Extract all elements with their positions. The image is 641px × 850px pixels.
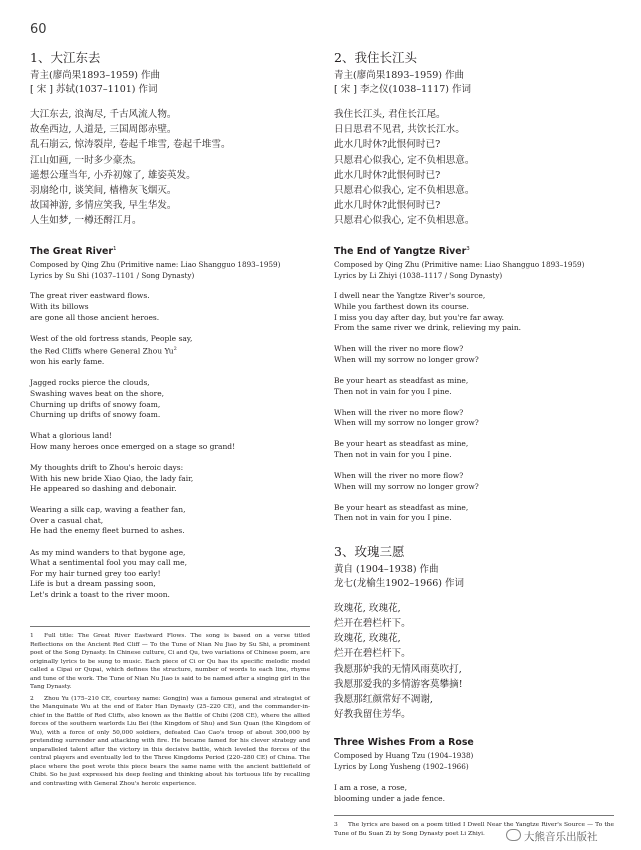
cn-lyric-line: 我愿那红颜常好不凋谢, [334,694,433,706]
stanza [30,431,310,452]
en-lyric-line: As my mind wanders to that bygone age, [30,547,186,557]
stanza [30,463,310,495]
wechat-icon [506,829,521,841]
cn-lyric-line: 此水几时休?此恨何时已? [334,200,441,212]
song3-en-title: Three Wishes From a Rose [334,737,474,749]
en-lyric-line: I am a rose, a rose, [334,783,407,793]
cn-lyric-line: 只愿君心似我心, 定不负相思意。 [334,154,475,166]
en-lyric-line: I miss you day after day, but you're far away. [334,312,505,322]
cn-lyric-line: 遥想公瑾当年, 小乔初嫁了, 雄姿英发。 [30,169,196,181]
en-lyric-line: Let's drink a toast to the river moon. [30,589,170,599]
song2-en-lyrics [334,291,614,524]
en-lyric-line: When will my sorrow no longer grow? [334,354,479,364]
song1-cn-lyrics [30,107,310,229]
en-lyric-line: He appeared so dashing and debonair. [30,484,177,494]
song1-en-lyricist: Lyrics by Su Shi (1037–1101 / Song Dynasty) [30,270,195,280]
cn-lyric-line: 大江东去, 浪淘尽, 千古风流人物。 [30,109,177,120]
cn-lyric-line: 玫瑰花, 玫瑰花, [334,602,401,614]
cn-lyric-line: 江山如画, 一时多少豪杰。 [30,154,142,166]
song2-en-composer: Composed by Qing Zhu (Primitive name: Liao Shangguo 1893–1959) [334,259,585,269]
song2-cn-lyricist: [ 宋 ] 李之仪(1038–1117) 作词 [334,84,472,95]
cn-lyric-line: 我住长江头, 君住长江尾。 [334,109,446,120]
en-lyric-line: What a glorious land! [30,431,113,441]
song3-cn-lyricist: 龙七(龙榆生1902–1966) 作词 [334,577,465,589]
song1-en-title: The Great River$^1$ [30,245,117,257]
footnote: 2 Zhou Yu (175–210 CE, courtesy name: Gongjin) was a famous general and strategist of the Manquinate Wu at the end of Eater Han Dynasty (25–220 CE), and the commander-in-chief in the Battle of Red Cliffs, also known as the Battle of Chibi (208 CE), where the allied forces of the southern warlords Liu Bei (the Kingdom of Shu) and Sun Quan (the Kingdom of Wu), with a force of only 50,000 soldiers, defeated Cao Cao's troop of about 300,000 by pretending surrender and attacking with fire. He became famed for his clever strategy and unparalleled talent after the victory in this decisive battle, which leveled the forces of the central players and eventually led to the Three Kingdoms Period (220–280 CE) of China. The place where the poet wrote this piece bears the same name with the ancient battlefield of Chibi. So he just expressed his deep feeling and thinking about his tortuous life by recalling and contrasting with General Zhou's heroic experience. [30,695,310,787]
song2-cn-lyrics [334,107,614,229]
en-lyric-line: Be your heart as steadfast as mine, [334,375,469,385]
en-lyric-line: Then not in vain for you I pine. [334,513,452,523]
cn-lyric-line: 玫瑰花, 玫瑰花, [334,633,401,645]
song1-en-composer: Composed by Qing Zhu (Primitive name: Liao Shangguo 1893–1959) [30,259,281,269]
en-lyric-line: With its billows [30,301,89,311]
en-lyric-line: Churning up drifts of snowy foam, [30,399,161,409]
en-lyric-line: Churning up drifts of snowy foam. [30,410,161,420]
song3-en-lyrics [334,783,614,804]
en-lyric-line: West of the old fortress stands, People say, [30,333,193,343]
page-number: 60 [30,22,47,37]
en-lyric-line: won his early fame. [30,357,105,367]
publisher-watermark: 大熊音乐出版社 [506,829,598,844]
cn-lyric-line: 我愿那妒我的无情风雨莫吹打, [334,663,462,675]
en-lyric-line: Then not in vain for you I pine. [334,386,452,396]
footnotes-left [30,626,310,791]
en-lyric-line: What a sentimental fool you may call me, [30,558,187,568]
song3-section [334,544,614,804]
en-lyric-line: From the same river we drink, relieving my pain. [334,323,522,333]
stanza [30,378,310,420]
stanza [334,439,614,460]
en-lyric-line: Be your heart as steadfast as mine, [334,502,469,512]
cn-lyric-line: 日日思君不见君, 共饮长江水。 [334,124,465,136]
cn-lyric-line: 乱石崩云, 惊涛裂岸, 卷起千堆雪, 卷起千堆雪。 [30,139,231,151]
en-lyric-line: When will my sorrow no longer grow? [334,481,479,491]
cn-lyric-line: 只愿君心似我心, 定不负相思意。 [334,215,475,227]
en-lyric-line: Life is but a dream passing soon, [30,579,156,589]
en-lyric-line: How many heroes once emerged on a stage so grand! [30,441,236,451]
song2-en-lyricist: Lyrics by Li Zhiyi (1038–1117 / Song Dynasty) [334,270,503,280]
stanza [30,505,310,537]
song3-cn-composer: 黄自 (1904–1938) 作曲 [334,563,439,575]
song3-cn-lyrics [334,601,614,723]
cn-lyric-line: 此水几时休?此恨何时已? [334,139,441,151]
cn-lyric-line: 此水几时休?此恨何时已? [334,169,441,181]
song1-cn-composer: 青主(廖尚果1893–1959) 作曲 [30,70,161,81]
en-lyric-line: Be your heart as steadfast as mine, [334,439,469,449]
stanza [30,548,310,601]
cn-lyric-line: 好教我留住芳华。 [334,709,411,721]
en-lyric-line: Wearing a silk cap, waving a feather fan, [30,505,186,515]
en-lyric-line: My thoughts drift to Zhou's heroic days: [30,462,184,472]
song1-cn-title: 1、大江东去 [30,50,101,65]
en-lyric-line: I dwell near the Yangtze River's source, [334,291,486,301]
footnote-ref: 2 [173,346,177,353]
stanza [334,408,614,429]
cn-lyric-line: 烂开在碧栏杆下。 [334,648,411,660]
footnote-ref: 3 [466,245,470,252]
song2-en-title: The End of Yangtze River$^3$ [334,245,470,257]
stanza [30,291,310,323]
en-lyric-line: For my hair turned grey too early! [30,568,161,578]
en-lyric-line: the Red Cliffs where General Zhou Yu$^2$ [30,346,177,356]
en-lyric-line: He had the enemy fleet burned to ashes. [30,526,185,536]
song3-en-composer: Composed by Huang Tzu (1904–1938) [334,751,474,761]
song3-cn-title: 3、玫瑰三愿 [334,543,405,559]
footnote-ref: 1 [112,245,117,252]
en-lyric-line: are gone all those ancient heroes. [30,312,160,322]
en-lyric-line: Swashing waves beat on the shore, [30,389,165,398]
stanza [334,344,614,365]
en-lyric-line: Jagged rocks pierce the clouds, [30,378,150,388]
stanza [334,503,614,524]
en-lyric-line: The great river eastward flows. [30,291,150,301]
song1-en-lyrics [30,291,310,600]
footnote: 3 The lyrics are based on a poem titled I Dwell Near the Yangtze River's Source — To the Tune of Bu Suan Zi by Song Dynasty poet Li Zhiyi. [334,822,614,837]
cn-lyric-line: 故垒西边, 人道是, 三国周郎赤壁。 [30,124,177,136]
stanza [30,334,310,368]
song3-en-lyricist: Lyrics by Long Yusheng (1902–1966) [334,762,469,772]
en-lyric-line: When will the river no more flow? [334,344,464,354]
stanza [334,471,614,492]
left-column [30,50,310,611]
cn-lyric-line: 烂开在碧栏杆下。 [334,618,411,630]
cn-lyric-line: 只愿君心似我心, 定不负相思意。 [334,185,475,197]
en-lyric-line: When will my sorrow no longer grow? [334,418,479,428]
song1-cn-lyricist: [ 宋 ] 苏轼(1037–1101) 作词 [30,84,158,95]
cn-lyric-line: 人生如梦, 一樽还酹江月。 [30,215,142,227]
en-lyric-line: While you farthest down its course. [334,301,469,311]
en-lyric-line: When will the river no more flow? [334,407,464,417]
cn-lyric-line: 故国神游, 多情应笑我, 早生华发。 [30,200,177,212]
footnote: 1 Full title: The Great River Eastward Flows. The song is based on a verse titled Reflections on the Ancient Red Cliff — To the Tune of Nian Nu Jiao by Su Shi, a prominent poet of the Song Dynasty. In Chinese culture, Ci and Qu, two variations of Chinese poem, are originally lyrics to be sung to music. Each piece of Ci or Qu has its specific melodic model called a Cipai or Qupai, which defines the structure, number of words to each line, rhyme and tune of the work. The Tune of Nian Nu Jiao is said to be named after a singing girl in the Tang Dynasty. [30,633,310,690]
en-lyric-line: When will the river no more flow? [334,470,464,480]
stanza [334,376,614,397]
en-lyric-line: Over a casual chat, [30,515,104,525]
song2-cn-title: 2、我住长江头 [334,50,417,65]
en-lyric-line: Then not in vain for you I pine. [334,449,452,459]
song2-cn-composer: 青主(廖尚果1893–1959) 作曲 [334,70,465,81]
en-lyric-line: With his new bride Xiao Qiao, the lady fair, [30,473,194,483]
right-column [334,50,614,804]
cn-lyric-line: 我愿那爱我的多情游客莫攀摘! [334,678,463,690]
stanza [334,291,614,333]
cn-lyric-line: 羽扇纶巾, 谈笑间, 樯橹灰飞烟灭。 [30,185,177,197]
en-lyric-line: blooming under a jade fence. [334,793,445,803]
